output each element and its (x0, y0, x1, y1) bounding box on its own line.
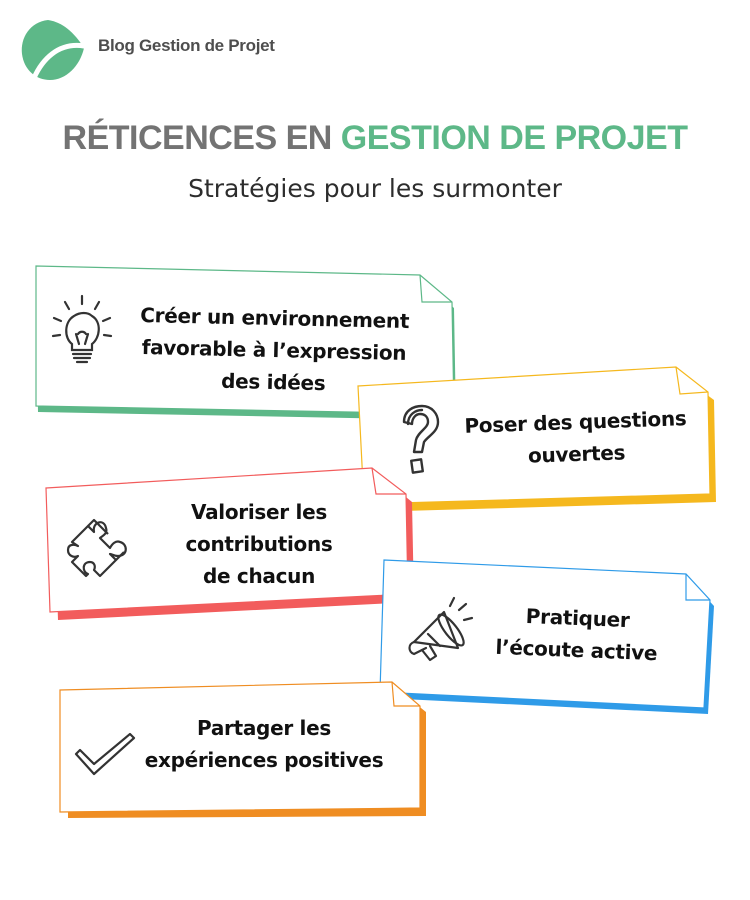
lightbulb-icon (50, 294, 114, 368)
puzzle-piece-icon (64, 512, 136, 584)
card-positive-experiences (58, 682, 430, 820)
title-part-2: GESTION DE PROJET (340, 119, 688, 157)
card-label: Partager les expériences positives (144, 716, 384, 772)
checkmark-icon (72, 730, 138, 778)
card-label: Valoriser les contributions de chacun (185, 500, 333, 588)
title-part-1: RÉTICENCES EN (62, 119, 332, 157)
brand-name: Blog Gestion de Projet (98, 36, 275, 55)
card-label: Pratiquer l’écoute active (495, 603, 658, 666)
logo-leaf-icon (18, 18, 88, 82)
megaphone-icon (404, 590, 478, 664)
card-label: Créer un environnement favorable à l’expression des idées (140, 302, 410, 396)
page-title (0, 119, 750, 158)
card-active-listening (380, 558, 720, 716)
page-subtitle: Stratégies pour les surmonter (188, 174, 562, 203)
card-contributions (42, 466, 422, 622)
card-label: Poser des questions ouvertes (464, 406, 687, 468)
